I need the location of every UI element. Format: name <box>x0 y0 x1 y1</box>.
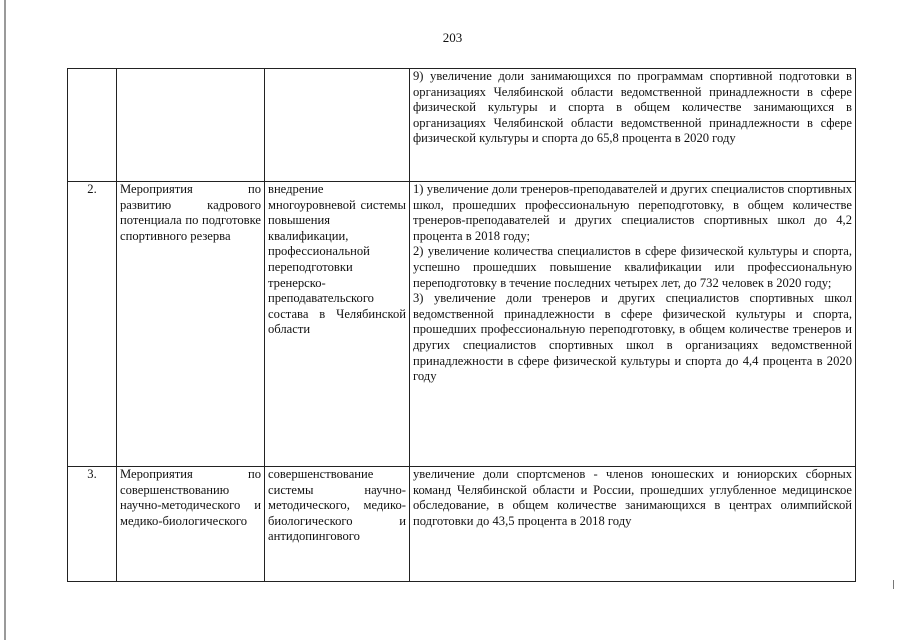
row-number-cell: 3. <box>68 467 117 582</box>
direction-cell: совершенствование системы научно-методического, медико-биологического и антидопингового <box>265 467 410 582</box>
indicators-cell <box>410 69 856 182</box>
indicator-item: увеличение доли спортсменов - членов юношеских и юниорских сборных команд Челябинской области и России, прошедших углубленное медицинское обследование, в общем количестве занимающихся в центрах олимпийской подготовки до 43,5 процента в 2018 году <box>413 467 852 528</box>
table-row <box>68 69 856 182</box>
row-number-cell: 2. <box>68 182 117 467</box>
page-number: 203 <box>442 30 463 45</box>
indicator-item: 1) увеличение доли тренеров-преподавателей и других специалистов спортивных школ, прошедших профессиональную переподготовку, в общем количестве тренеров-преподавателей и других специалистов спортивных школ до 4,2 процента в 2018 году; <box>413 182 852 243</box>
event-cell: Мероприятия по совершенствованию научно-методического и медико-биологического <box>117 467 265 582</box>
indicators-cell <box>410 182 856 467</box>
indicator-item: 3) увеличение доли тренеров и других специалистов спортивных школ ведомственной принадлежности в сфере физической культуры и спорта, прошедших профессиональную переподготовку, в общем количестве тренеров и других специалистов спортивных школ в организациях ведомственной принадлежности в сфере физической культуры и спорта до 4,4 процента в 2020 году <box>413 291 852 384</box>
indicators-cell <box>410 467 856 582</box>
table-row <box>68 467 856 582</box>
scan-border-line <box>4 0 6 640</box>
table-row <box>68 182 856 467</box>
direction-cell: внедрение многоуровневой системы повышения квалификации, профессиональной переподготовки тренерско-преподавательского состава в Челябинской области <box>265 182 410 467</box>
program-measures-table <box>67 68 856 582</box>
edge-mark <box>893 580 894 589</box>
event-cell <box>117 69 265 182</box>
row-number-cell <box>68 69 117 182</box>
event-cell: Мероприятия по развитию кадрового потенциала по подготовке спортивного резерва <box>117 182 265 467</box>
indicator-item: 9) увеличение доли занимающихся по программам спортивной подготовки в организациях Челябинской области ведомственной принадлежности в сфере физической культуры и спорта в общем количестве занимающихся в организациях Челябинской области ведомственной принадлежности в сфере физической культуры и спорта до 65,8 процента в 2020 году <box>413 69 852 146</box>
direction-cell <box>265 69 410 182</box>
indicator-item: 2) увеличение количества специалистов в сфере физической культуры и спорта, успешно прошедших повышение квалификации или профессиональную переподготовку в течение последних четырех лет, до 732 человек в 2020 году; <box>413 244 852 290</box>
